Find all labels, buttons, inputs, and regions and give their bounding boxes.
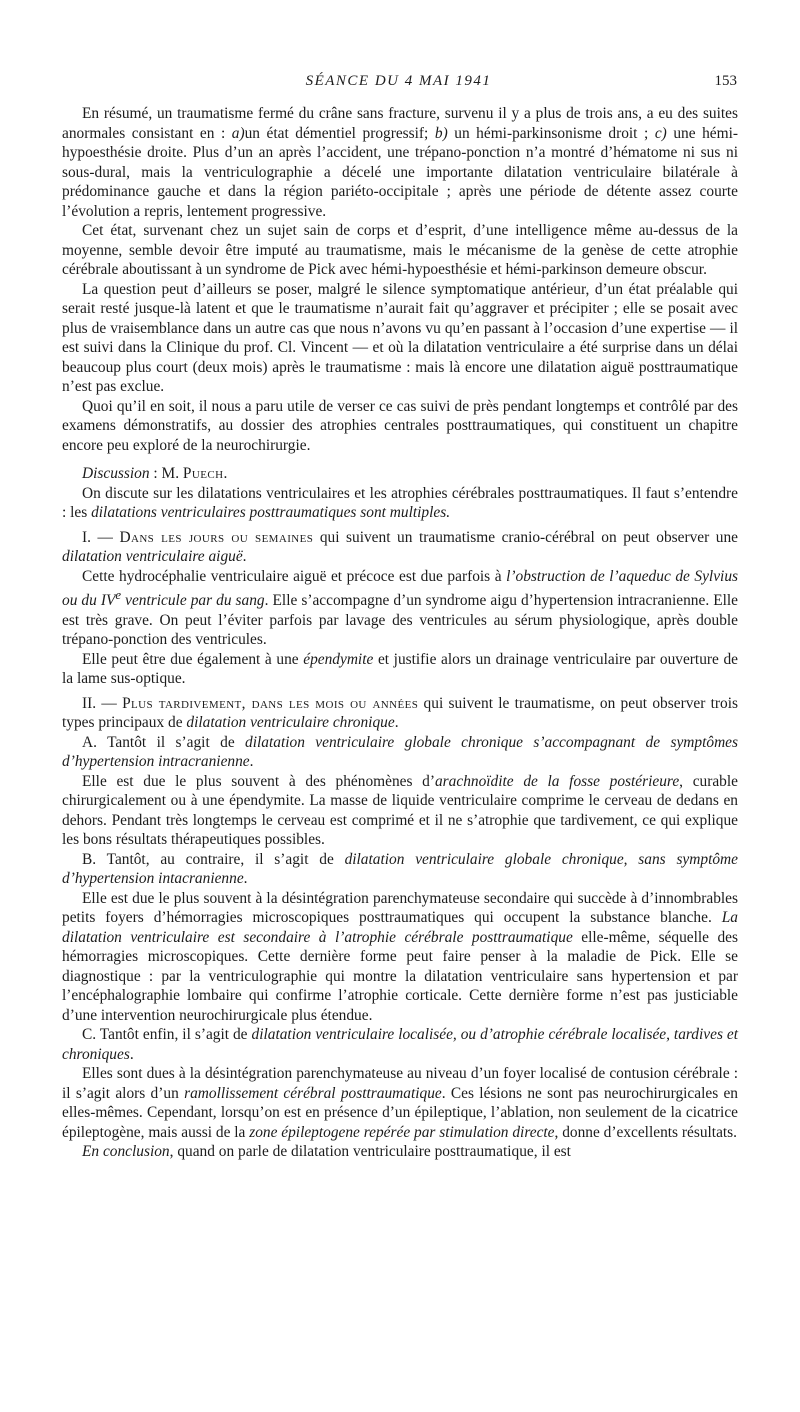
paragraph-conclusion-case: Quoi qu’il en soit, il nous a paru utile de verser ce cas suivi de près pendant longtemps et contrôlé par des examens démonstratifs, au dossier des atrophies centrales posttraumatiques, qui constituent un chapitre encore peu exploré de la neurochirurgie. bbox=[62, 397, 738, 454]
paragraph-hydrocephalie: Cette hydrocéphalie ventriculaire aiguë et précoce est due parfois à l’obstruction de l’aqueduc de Sylvius ou du IVe ventricule par du sang. Elle s’accompagne d’un syndrome aigu d’hypertension intracranienne. Elle est très grave. On peut l’éviter parfois par lavage des ventricules au sérum physiologique, après double trépano-ponction des ventricules. bbox=[62, 567, 738, 649]
section-one: I. — Dans les jours ou semaines qui suivent un traumatisme cranio-cérébral on peut observer une dilatation ventriculaire aiguë. bbox=[62, 528, 739, 565]
running-title: SÉANCE DU 4 MAI 1941 bbox=[305, 73, 492, 89]
paragraph-b-detail: Elle est due le plus souvent à la désintégration parenchymateuse secondaire qui succède à d’innombrables petits foyers d’hémorragies microscopiques posttraumatiques qui occupent la substance blanche. La dilatation ventriculaire est secondaire à l’atrophie cérébrale posttraumatique elle-même, séquelle des hémorragies microscopiques. Cette dernière forme peut faire penser à la maladie de Pick. Elle se diagnostique : par la ventriculographie qui montre la dilatation ventriculaire sans hypertension et par l’encéphalographie lombaire qui confirme l’atrophie corticale. Cette dernière forme n’est pas justiciable d’une intervention neurochirurgicale plus étendue. bbox=[62, 889, 738, 1024]
paragraph-c-detail: Elles sont dues à la désintégration parenchymateuse au niveau d’un foyer localisé de contusion cérébrale : il s’agit alors d’un ramollissement cérébral posttraumatique. Ces lésions ne sont pas neurochirurgicales en elles-mêmes. Cependant, lorsqu’on est en présence d’un épileptique, l’ablation, non seulement de la cicatrice épileptogène, mais aussi de la zone épileptogene repérée par stimulation directe, donne d’excellents résultats. bbox=[62, 1065, 739, 1141]
subsection-b: B. Tantôt, au contraire, il s’agit de dilatation ventriculaire globale chronique, sans symptôme d’hypertension intacranienne. bbox=[62, 850, 738, 888]
paragraph-a-detail: Elle est due le plus souvent à des phénomènes d’arachnoïdite de la fosse postérieure, curable chirurgicalement ou à une épendymite. La masse de liquide ventriculaire comprime le cerveau de dedans en dehors. Pendant très longtemps le cerveau est comprimé et il ne s’atrophie que tardivement, ce qui explique les bons résultats thérapeutiques possibles. bbox=[62, 772, 738, 849]
page-header bbox=[60, 73, 737, 95]
paragraph-final-conclusion: En conclusion, quand on parle de dilatation ventriculaire posttraumatique, il est bbox=[82, 1143, 571, 1161]
discussion-heading: Discussion : M. Puech. bbox=[82, 465, 228, 482]
article-body bbox=[62, 104, 738, 1162]
subsection-a: A. Tantôt il s’agit de dilatation ventriculaire globale chronique s’accompagnant de symptômes d’hypertension intracranienne. bbox=[62, 733, 738, 771]
paragraph-state: Cet état, survenant chez un sujet sain de corps et d’esprit, d’une intelligence même au-dessus de la moyenne, semble devoir être imputé au traumatisme, mais le mécanisme de la genèse de cette atrophie cérébrale aboutissant à un syndrome de Pick avec hémi-hypoesthésie et hémi-parkinson demeure obscur. bbox=[62, 222, 738, 278]
paragraph-discussion-intro: On discute sur les dilatations ventriculaires et les atrophies cérébrales posttraumatiques. Il faut s’entendre : les dilatations ventriculaires posttraumatiques sont multiples. bbox=[62, 484, 738, 521]
paragraph-summary: En résumé, un traumatisme fermé du crâne sans fracture, survenu il y a plus de trois ans, a eu des suites anormales consistant en : a)un état démentiel progressif; b) un hémi-parkinsonisme droit ; c) une hémi-hypoesthésie droite. Plus d’un an après l’accident, une trépano-ponction n’a montré d’hématome ni sus ni sous-dural, mais la ventriculographie a décelé une importante dilatation ventriculaire bilatérale à prédominance gauche et dans la région pariéto-occipitale ; après une période de détente assez courte l’évolution a repris, lentement progressive. bbox=[62, 105, 738, 220]
section-two: II. — Plus tardivement, dans les mois ou années qui suivent le traumatisme, on peut observer trois types principaux de dilatation ventriculaire chronique. bbox=[62, 694, 738, 732]
paragraph-ependymite: Elle peut être due également à une épendymite et justifie alors un drainage ventriculaire par ouverture de la lame sus-optique. bbox=[62, 650, 738, 688]
paragraph-question: La question peut d’ailleurs se poser, malgré le silence symptomatique antérieur, d’un état préalable qui serait resté jusque-là latent et que le traumatisme n’aurait fait qu’aggraver et précipiter ; elle se posait avec plus de vraisemblance dans un autre cas que nous n’avons vu qu’en passant à l’occasion d’une expertise — il est suivi dans la Clinique du prof. Cl. Vincent — et où la dilatation ventriculaire a été surprise dans un délai beaucoup plus court (deux mois) après le traumatisme : mais là encore une dilatation aiguë posttraumatique n’est pas exclue. bbox=[62, 280, 738, 395]
subsection-c: C. Tantôt enfin, il s’agit de dilatation ventriculaire localisée, ou d’atrophie cérébrale localisée, tardives et chroniques. bbox=[62, 1026, 739, 1063]
page-number: 153 bbox=[714, 73, 737, 89]
